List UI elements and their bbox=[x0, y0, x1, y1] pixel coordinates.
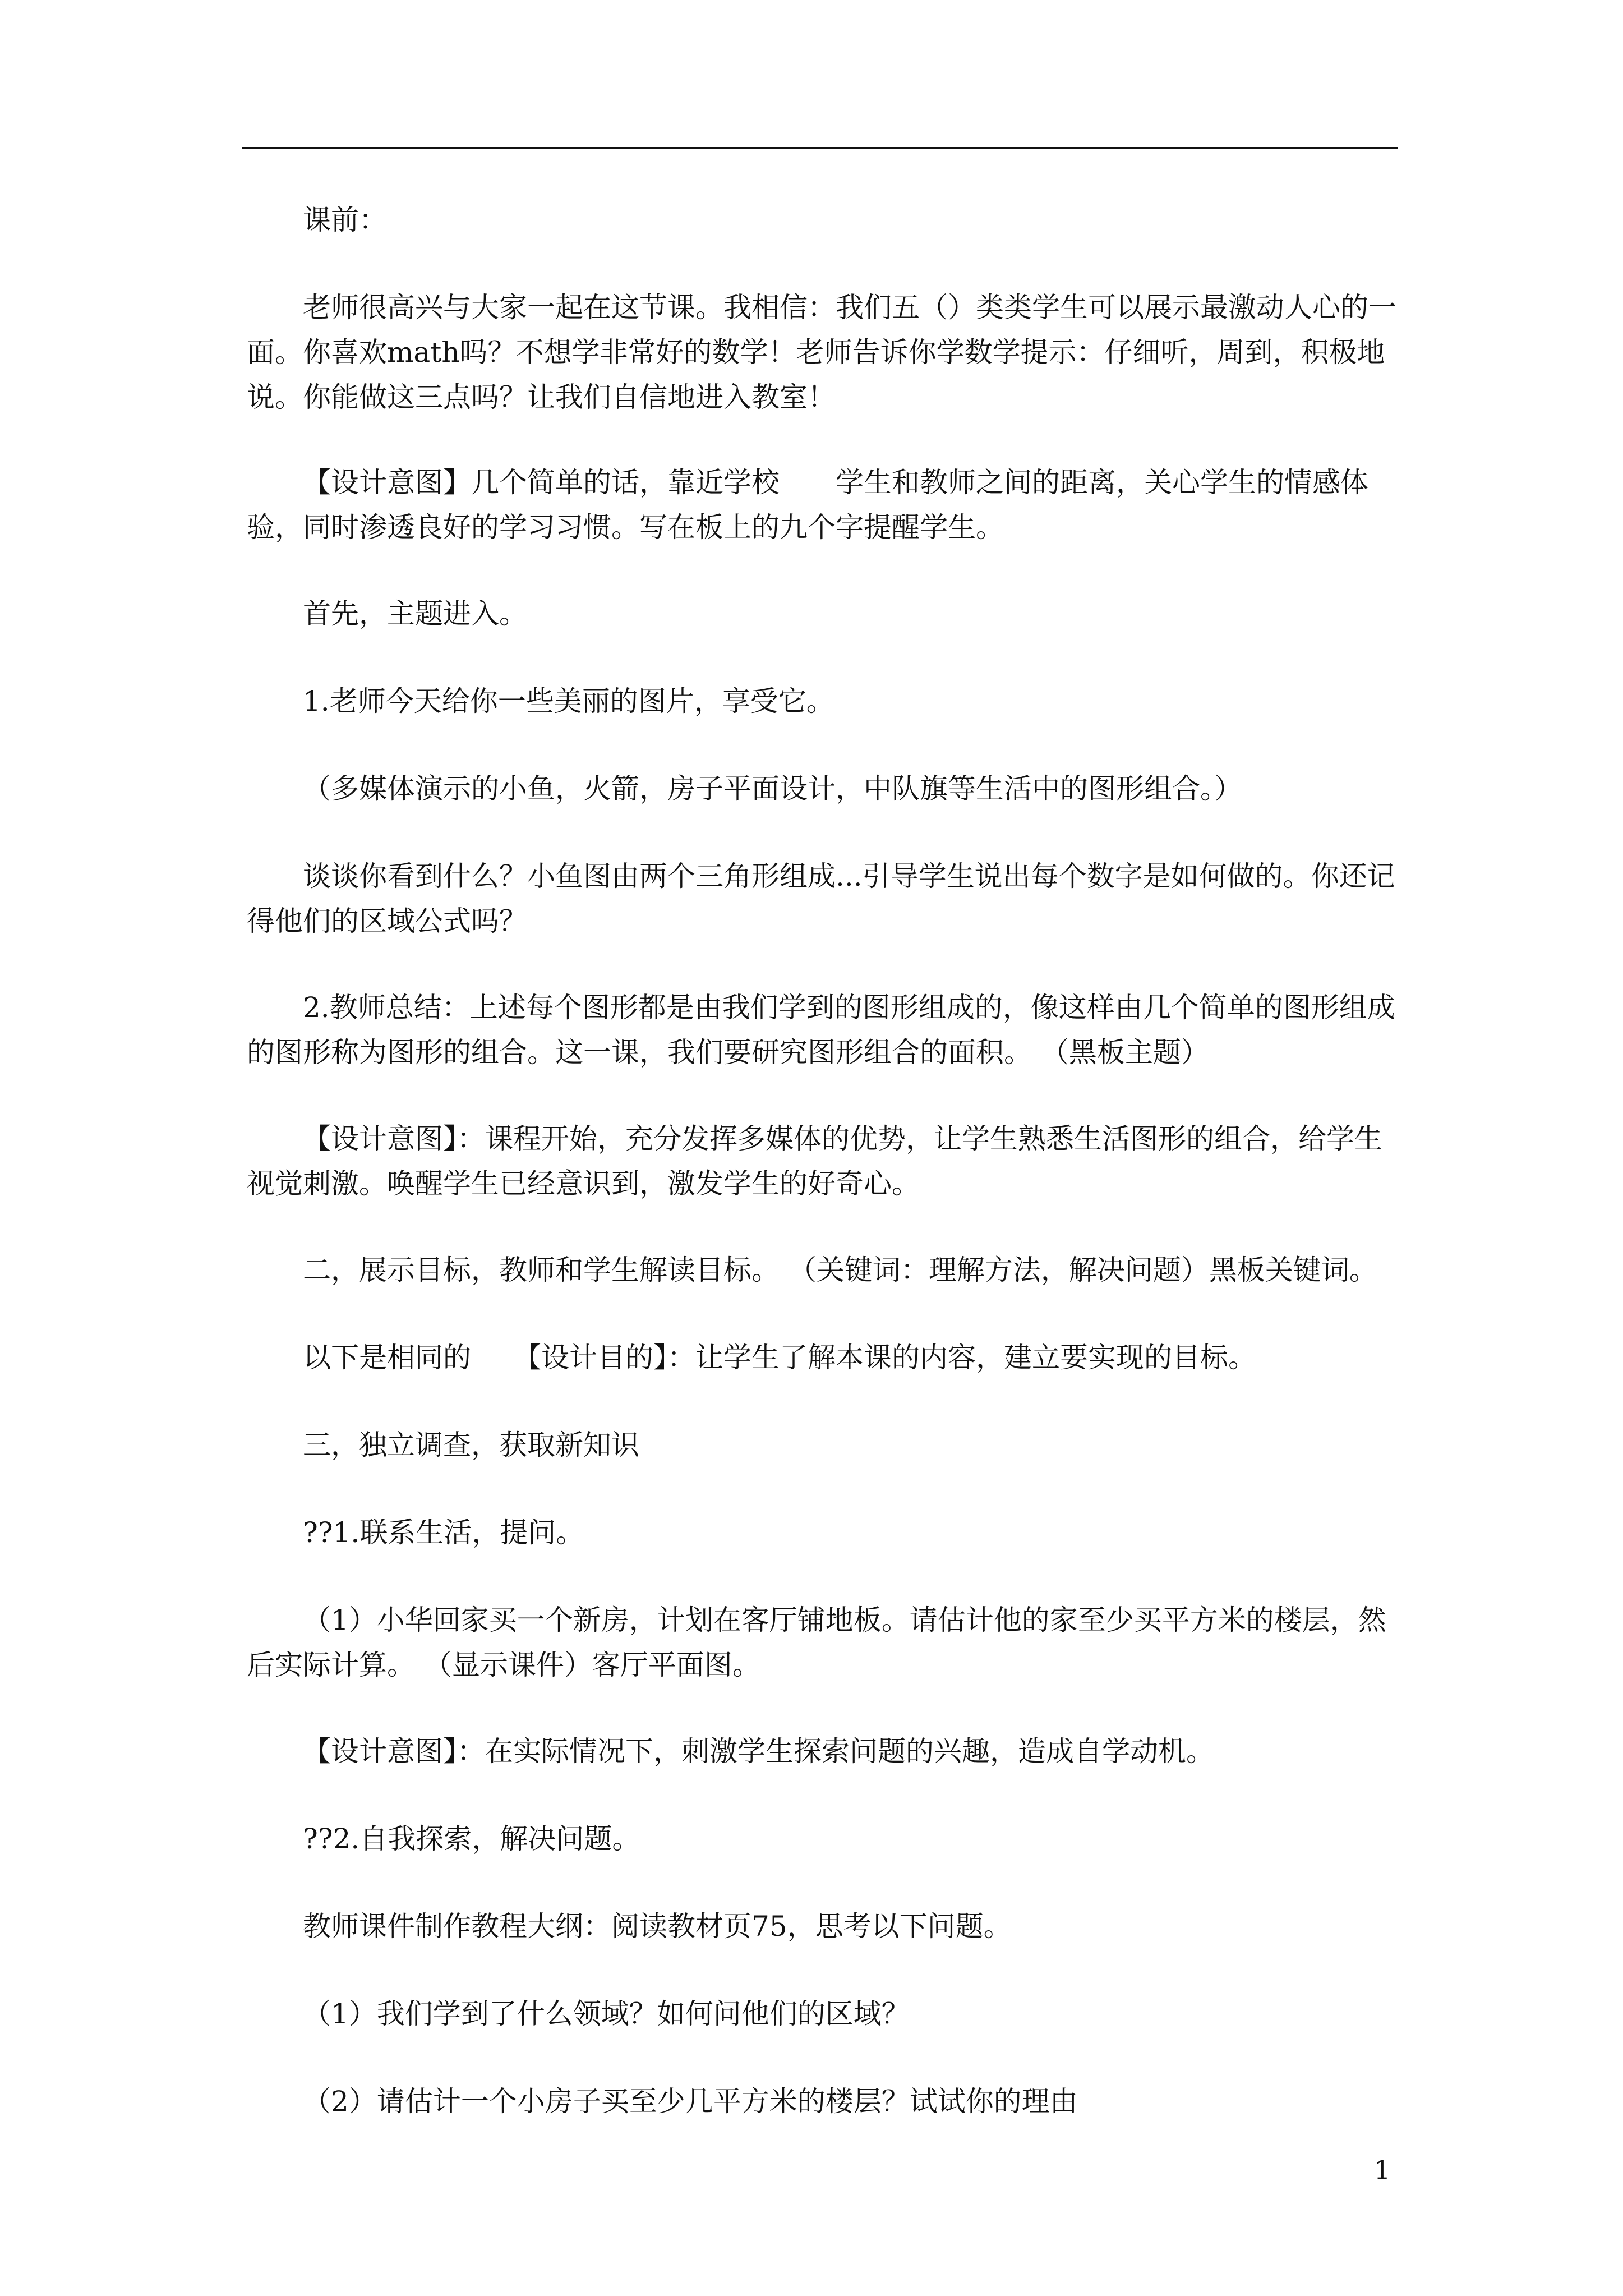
paragraph-teacher-greeting: 老师很高兴与大家一起在这节课。我相信：我们五（）类类学生可以展示最激动人心的一面。你喜欢math吗？不想学非常好的数学！老师告诉你学数学提示：仔细听，周到，积极地说。你能做这三点吗？让我们自信地进入教室！ bbox=[247, 291, 1396, 413]
paragraph-item-1: 1.老师今天给你一些美丽的图片，享受它。 bbox=[303, 685, 834, 717]
paragraph-pre-class: 课前： bbox=[303, 204, 387, 236]
paragraph-problem-1: （1）小华回家买一个新房，计划在客厅铺地板。请估计他的家至少买平方米的楼层，然后实际计算。 （显示课件）客厅平面图。 bbox=[247, 1604, 1386, 1681]
paragraph-section-1-heading: 首先，主题进入。 bbox=[303, 597, 527, 630]
paragraph-design-intent-2: 【设计意图】：课程开始，充分发挥多媒体的优势，让学生熟悉生活图形的组合，给学生视觉刺激。唤醒学生已经意识到，激发学生的好奇心。 bbox=[247, 1122, 1382, 1200]
paragraph-design-intent-1: 【设计意图】几个简单的话，靠近学校 学生和教师之间的距离，关心学生的情感体验，同时渗透良好的学习习惯。写在板上的九个字提醒学生。 bbox=[247, 466, 1368, 544]
paragraph-teacher-summary: 2.教师总结：上述每个图形都是由我们学到的图形组成的，像这样由几个简单的图形组成的图形称为图形的组合。这一课，我们要研究图形组合的面积。 （黑板主题） bbox=[247, 991, 1395, 1069]
paragraph-section-3-heading: 三，独立调查，获取新知识 bbox=[303, 1429, 639, 1461]
header-rule bbox=[242, 147, 1398, 149]
paragraph-multimedia-note: （多媒体演示的小鱼，火箭，房子平面设计，中队旗等生活中的图形组合。） bbox=[303, 772, 1242, 805]
paragraph-design-purpose: 以下是相同的 【设计目的】：让学生了解本课的内容，建立要实现的目标。 bbox=[303, 1341, 1256, 1374]
paragraph-discussion: 谈谈你看到什么？小鱼图由两个三角形组成...引导学生说出每个数字是如何做的。你还记得他们的区域公式吗？ bbox=[247, 860, 1395, 937]
paragraph-question-1: （1）我们学到了什么领域？如何问他们的区域？ bbox=[303, 1998, 910, 2030]
paragraph-item-3-1: ??1.联系生活，提问。 bbox=[303, 1516, 584, 1549]
page-number: 1 bbox=[1374, 2155, 1391, 2185]
paragraph-section-2-heading: 二，展示目标，教师和学生解读目标。 （关键词：理解方法，解决问题）黑板关键词。 bbox=[303, 1254, 1377, 1286]
paragraph-item-3-2: ??2.自我探索，解决问题。 bbox=[303, 1823, 640, 1855]
paragraph-courseware-outline: 教师课件制作教程大纲：阅读教材页75，思考以下问题。 bbox=[303, 1910, 1012, 1943]
paragraph-question-2: （2）请估计一个小房子买至少几平方米的楼层？试试你的理由 bbox=[303, 2085, 1078, 2118]
paragraph-design-intent-3: 【设计意图】：在实际情况下，刺激学生探索问题的兴趣，造成自学动机。 bbox=[303, 1735, 1214, 1768]
